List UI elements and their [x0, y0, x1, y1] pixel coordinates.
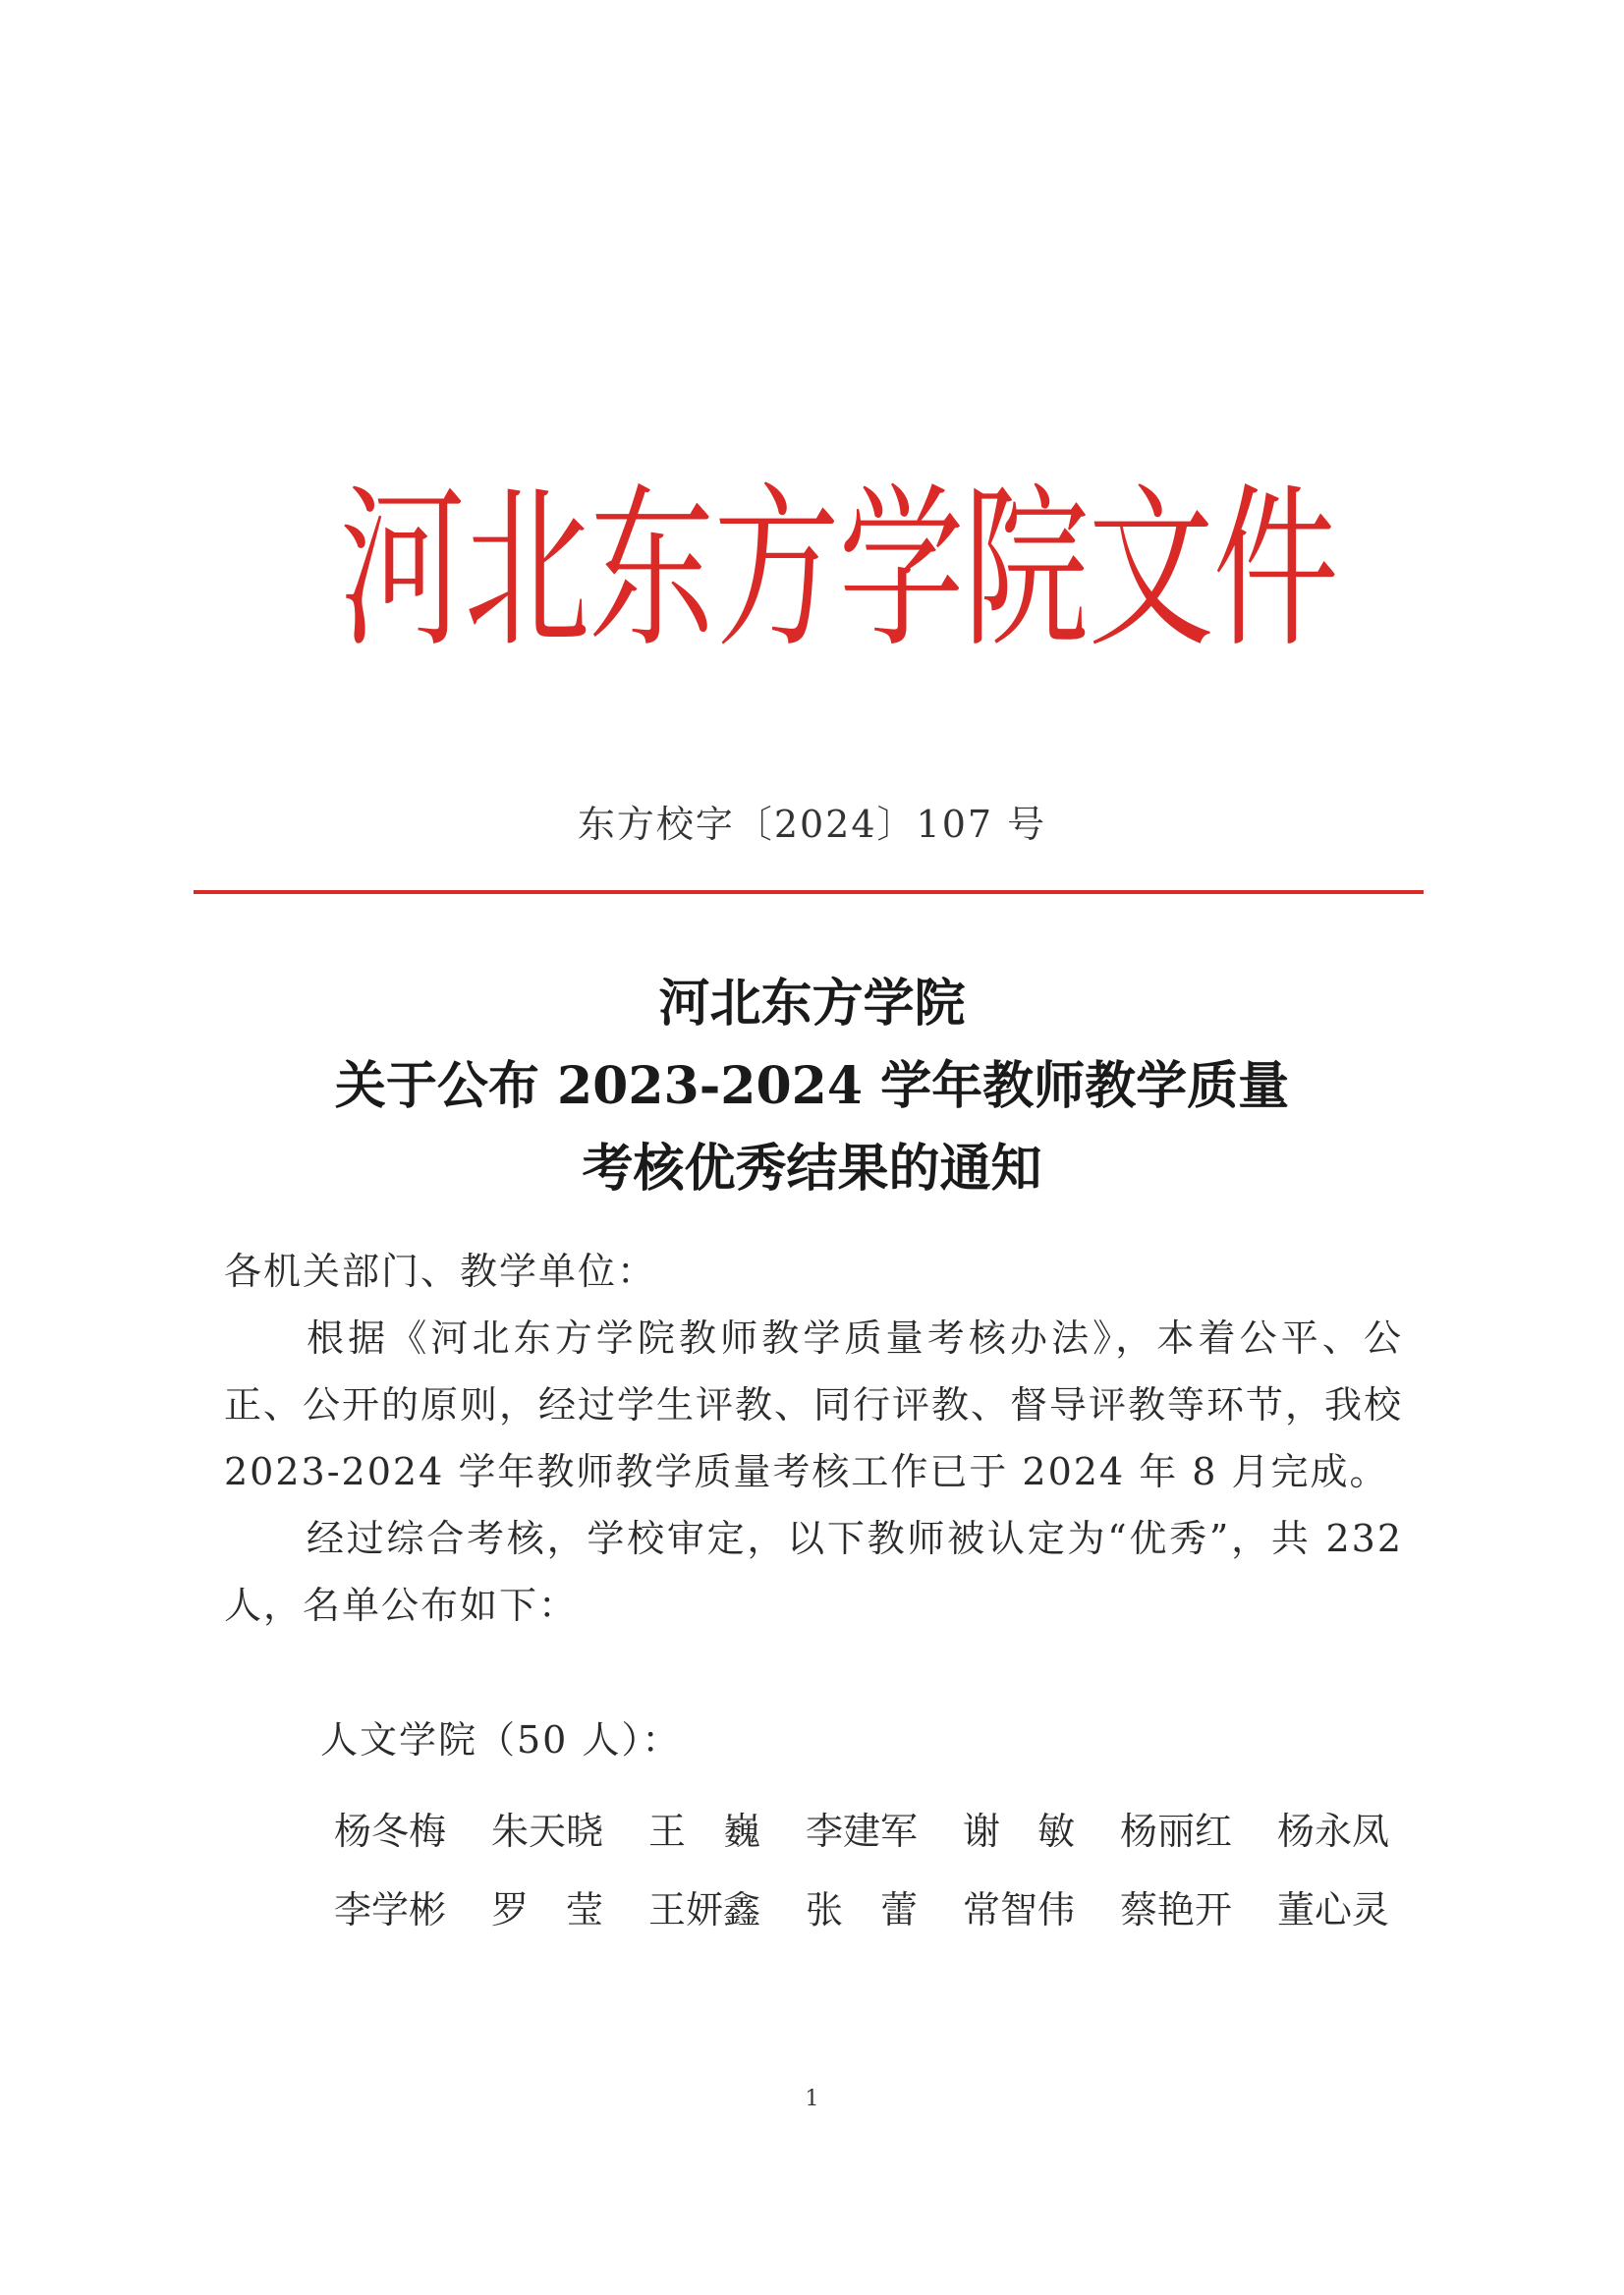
document-body	[224, 1238, 1403, 1639]
masthead	[324, 462, 1339, 678]
body-paragraph: 经过综合考核，学校审定，以下教师被认定为“优秀”，共 232 人，名单公布如下：	[224, 1517, 1403, 1627]
masthead-char: 文	[1088, 468, 1214, 671]
title-line: 考核优秀结果的通知	[582, 1139, 1042, 1199]
body-paragraph: 根据《河北东方学院教师教学质量考核办法》，本着公平、公正、公开的原则，经过学生评教、同行评教、督导评教等环节，我校 2023-2024 学年教师教学质量考核工作已于 2024 年 8 月完成。	[224, 1316, 1404, 1493]
page-number: 1	[805, 2087, 819, 2111]
teacher-name: 常智伟	[963, 1887, 1076, 1931]
teacher-name: 杨冬梅	[334, 1809, 447, 1853]
document-title	[0, 963, 1624, 1210]
teacher-name: 王 巍	[648, 1809, 761, 1853]
teacher-name: 杨永凤	[1277, 1809, 1390, 1853]
title-line: 河北东方学院	[658, 974, 966, 1034]
name-row	[334, 1788, 1395, 1867]
teacher-name: 蔡艳开	[1120, 1887, 1233, 1931]
salutation: 各机关部门、教学单位：	[224, 1250, 657, 1293]
masthead-char: 东	[588, 468, 715, 671]
teacher-name: 李学彬	[334, 1887, 447, 1931]
teacher-name: 张 蕾	[806, 1887, 919, 1931]
section-heading: 人文学院（50 人）：	[320, 1718, 682, 1762]
teacher-name: 李建军	[806, 1809, 919, 1853]
masthead-char: 河	[339, 468, 466, 671]
teacher-name: 谢 敏	[963, 1809, 1076, 1853]
teacher-name: 董心灵	[1277, 1887, 1390, 1931]
masthead-char: 件	[1212, 468, 1339, 671]
teacher-name: 王妍鑫	[648, 1887, 761, 1931]
masthead-char: 北	[464, 468, 590, 671]
masthead-char: 方	[713, 468, 840, 671]
masthead-char: 学	[838, 468, 965, 671]
masthead-char: 院	[963, 468, 1090, 671]
red-divider-line	[194, 890, 1424, 894]
document-number: 东方校字〔2024〕107 号	[577, 803, 1047, 846]
name-list	[334, 1788, 1395, 1945]
title-line: 关于公布 2023-2024 学年教师教学质量	[334, 1056, 1290, 1116]
teacher-name: 朱天晓	[491, 1809, 604, 1853]
teacher-name: 杨丽红	[1120, 1809, 1233, 1853]
name-row	[334, 1867, 1395, 1945]
teacher-name: 罗 莹	[491, 1887, 604, 1931]
